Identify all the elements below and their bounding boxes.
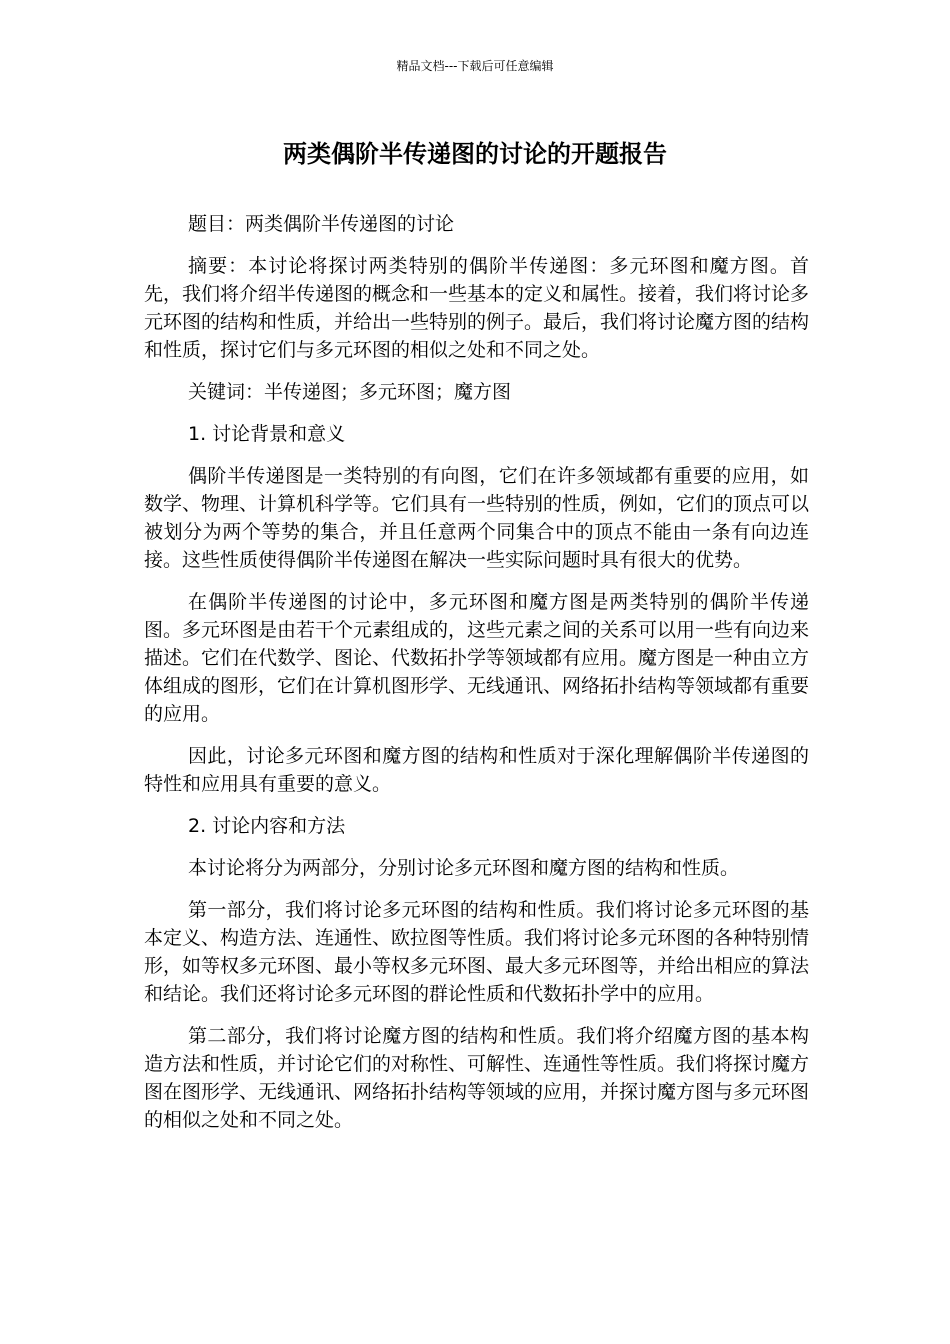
body-paragraph: 第二部分，我们将讨论魔方图的结构和性质。我们将介绍魔方图的基本构造方法和性质，并讨论它们的对称性、可解性、连通性等性质。我们将探讨魔方图在图形学、无线通讯、网络拓扑结构等领域的应用，并探讨魔方图与多元环图的相似之处和不同之处。 bbox=[144, 1025, 810, 1131]
body-paragraph: 本讨论将分为两部分，分别讨论多元环图和魔方图的结构和性质。 bbox=[188, 857, 740, 879]
body-paragraph: 第一部分，我们将讨论多元环图的结构和性质。我们将讨论多元环图的基本定义、构造方法、连通性、欧拉图等性质。我们将讨论多元环图的各种特别情形，如等权多元环图、最小等权多元环图、最大多元环图等，并给出相应的算法和结论。我们还将讨论多元环图的群论性质和代数拓扑学中的应用。 bbox=[144, 899, 810, 1005]
section-heading-1: 1. 讨论背景和意义 bbox=[188, 423, 346, 445]
body-paragraph: 因此，讨论多元环图和魔方图的结构和性质对于深化理解偶阶半传递图的特性和应用具有重要的意义。 bbox=[144, 745, 809, 795]
keywords-line: 关键词：半传递图；多元环图；魔方图 bbox=[188, 381, 512, 403]
body-paragraph: 偶阶半传递图是一类特别的有向图，它们在许多领域都有重要的应用，如数学、物理、计算机科学等。它们具有一些特别的性质，例如，它们的顶点可以被划分为两个等势的集合，并且任意两个同集合中的顶点不能由一条有向边连接。这些性质使得偶阶半传递图在解决一些实际问题时具有很大的优势。 bbox=[144, 465, 810, 571]
section-heading-2: 2. 讨论内容和方法 bbox=[188, 815, 346, 837]
abstract-paragraph: 摘要：本讨论将探讨两类特别的偶阶半传递图：多元环图和魔方图。首先，我们将介绍半传递图的概念和一些基本的定义和属性。接着，我们将讨论多元环图的结构和性质，并给出一些特别的例子。最后，我们将讨论魔方图的结构和性质，探讨它们与多元环图的相似之处和不同之处。 bbox=[144, 255, 810, 361]
document-body bbox=[144, 210, 809, 1148]
page-header: 精品文档---下载后可任意编辑 bbox=[396, 59, 554, 73]
topic-line: 题目：两类偶阶半传递图的讨论 bbox=[188, 213, 455, 235]
document-title: 两类偶阶半传递图的讨论的开题报告 bbox=[283, 140, 667, 168]
body-paragraph: 在偶阶半传递图的讨论中，多元环图和魔方图是两类特别的偶阶半传递图。多元环图是由若干个元素组成的，这些元素之间的关系可以用一些有向边来描述。它们在代数学、图论、代数拓扑学等领域都有应用。魔方图是一种由立方体组成的图形，它们在计算机图形学、无线通讯、网络拓扑结构等领域都有重要的应用。 bbox=[144, 591, 810, 725]
